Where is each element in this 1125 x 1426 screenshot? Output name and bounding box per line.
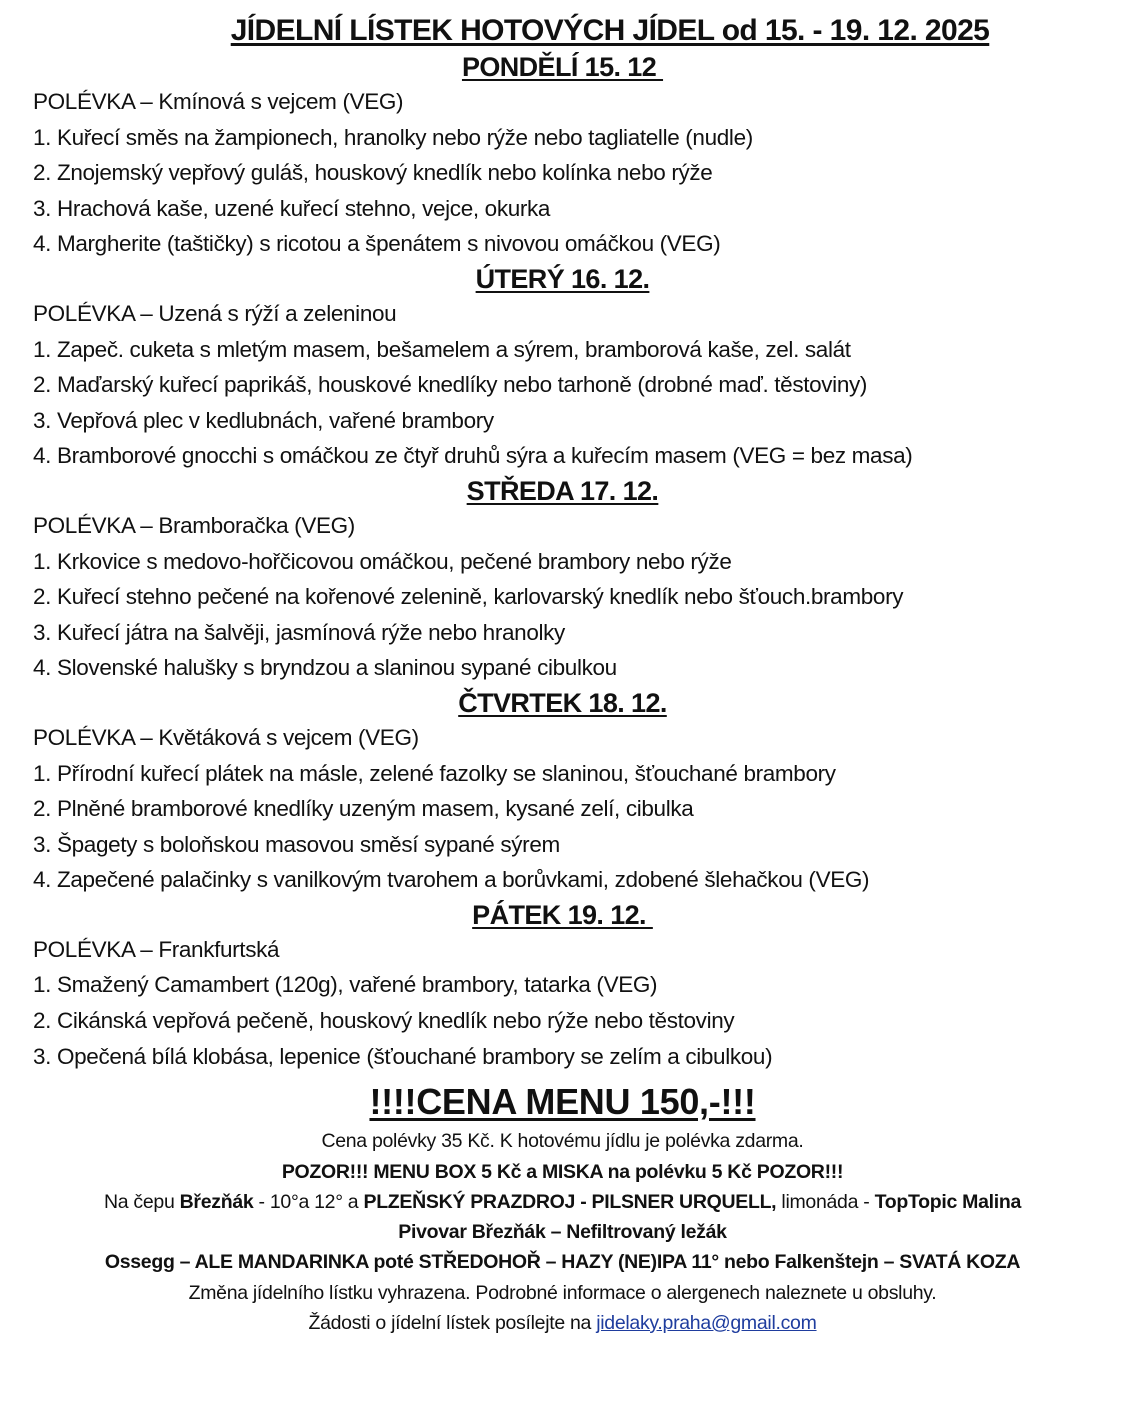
- menu-title: JÍDELNÍ LÍSTEK HOTOVÝCH JÍDEL od 15. - 19. 12. 2025: [230, 14, 990, 47]
- dish-line: 3. Kuřecí játra na šalvěji, jasmínová rýže nebo hranolky: [33, 619, 565, 645]
- dish-line: 2. Cikánská vepřová pečeně, houskový knedlík nebo rýže nebo těstoviny: [33, 1008, 735, 1034]
- special-beers-line: Ossegg – ALE MANDARINKA poté STŘEDOHOŘ – HAZY (NE)IPA 11° nebo Falkenštejn – SVATÁ KOZA: [104, 1251, 1021, 1274]
- dish-line: 4. Margherite (taštičky) s ricotou a špenátem s nivovou omáčkou (VEG): [33, 231, 721, 257]
- soup-line: POLÉVKA – Květáková s vejcem (VEG): [33, 724, 419, 750]
- dish-line: 1. Zapeč. cuketa s mletým masem, bešamelem a sýrem, bramborová kaše, zel. salát: [33, 336, 851, 362]
- day-section-wednesday: [0, 474, 1125, 686]
- tap-beer-breznak: Březňák: [179, 1190, 254, 1213]
- packaging-warning: POZOR!!! MENU BOX 5 Kč a MISKA na polévku 5 Kč POZOR!!!: [281, 1160, 844, 1183]
- tap-text-1: Na čepu: [103, 1190, 180, 1213]
- soup-line: POLÉVKA – Kmínová s vejcem (VEG): [33, 89, 404, 114]
- tap-lemonade: TopTopic Malina: [874, 1190, 1022, 1213]
- dish-line: 3. Opečená bílá klobása, lepenice (šťouchané brambory se zelím a cibulkou): [33, 1043, 773, 1069]
- dish-line: 3. Vepřová plec v kedlubnách, vařené brambory: [33, 407, 494, 433]
- dish-line: 1. Přírodní kuřecí plátek na másle, zelené fazolky se slaninou, šťouchané brambory: [33, 760, 836, 786]
- dish-line: 2. Plněné bramborové knedlíky uzeným masem, kysané zelí, cibulka: [33, 796, 694, 822]
- tap-text-2: - 10°a 12° a: [253, 1190, 364, 1213]
- day-section-monday: [0, 50, 1125, 262]
- dish-line: 1. Krkovice s medovo-hořčicovou omáčkou, pečené brambory nebo rýže: [33, 548, 732, 574]
- dish-line: 3. Špagety s boloňskou masovou směsí sypané sýrem: [33, 831, 560, 857]
- day-heading: PÁTEK 19. 12.: [472, 899, 653, 930]
- days-list: [0, 50, 1125, 1074]
- dish-line: 1. Smažený Camambert (120g), vařené brambory, tatarka (VEG): [33, 972, 658, 998]
- soup-line: POLÉVKA – Frankfurtská: [33, 936, 280, 962]
- dish-line: 2. Maďarský kuřecí paprikáš, houskové knedlíky nebo tarhoně (drobné maď. těstoviny): [33, 372, 868, 398]
- requests-line: [0, 1308, 1125, 1338]
- day-section-thursday: [0, 686, 1125, 898]
- tap-beers-line: [0, 1187, 1125, 1217]
- dish-line: 4. Slovenské halušky s bryndzou a slaninou sypané cibulkou: [33, 655, 617, 681]
- dish-line: 2. Kuřecí stehno pečené na kořenové zelenině, karlovarský knedlík nebo šťouch.brambory: [33, 584, 904, 610]
- tap-beer-pilsner: PLZEŇSKÝ PRAZDROJ - PILSNER URQUELL,: [363, 1190, 777, 1213]
- day-heading: STŘEDA 17. 12.: [466, 475, 659, 506]
- dish-line: 1. Kuřecí směs na žampionech, hranolky nebo rýže nebo tagliatelle (nudle): [33, 124, 753, 150]
- day-heading: ČTVRTEK 18. 12.: [458, 687, 667, 718]
- brewery-line: Pivovar Březňák – Nefiltrovaný ležák: [398, 1221, 727, 1244]
- price-banner: !!!!CENA MENU 150,-!!!: [369, 1081, 756, 1123]
- requests-text: Žádosti o jídelní lístek posílejte na: [308, 1312, 597, 1335]
- email-link[interactable]: jidelaky.praha@gmail.com: [596, 1312, 817, 1335]
- soup-line: POLÉVKA – Bramboračka (VEG): [33, 512, 355, 538]
- dish-line: 4. Zapečené palačinky s vanilkovým tvarohem a borůvkami, zdobené šlehačkou (VEG): [33, 867, 870, 893]
- disclaimer-line: Změna jídelního lístku vyhrazena. Podrobné informace o alergenech naleznete u obsluhy.: [188, 1281, 937, 1304]
- tap-text-3: limonáda -: [776, 1190, 875, 1213]
- day-heading: PONDĚLÍ 15. 12: [461, 52, 664, 82]
- day-heading: ÚTERÝ 16. 12.: [475, 263, 650, 294]
- soup-line: POLÉVKA – Uzená s rýží a zeleninou: [33, 300, 397, 326]
- menu-page: [0, 12, 1125, 1426]
- soup-price-note: Cena polévky 35 Kč. K hotovému jídlu je polévka zdarma.: [321, 1130, 804, 1153]
- day-section-friday: [0, 898, 1125, 1074]
- dish-line: 3. Hrachová kaše, uzené kuřecí stehno, vejce, okurka: [33, 195, 551, 221]
- day-section-tuesday: [0, 262, 1125, 474]
- dish-line: 2. Znojemský vepřový guláš, houskový knedlík nebo kolínka nebo rýže: [33, 160, 713, 186]
- dish-line: 4. Bramborové gnocchi s omáčkou ze čtyř druhů sýra a kuřecím masem (VEG = bez masa): [33, 443, 913, 469]
